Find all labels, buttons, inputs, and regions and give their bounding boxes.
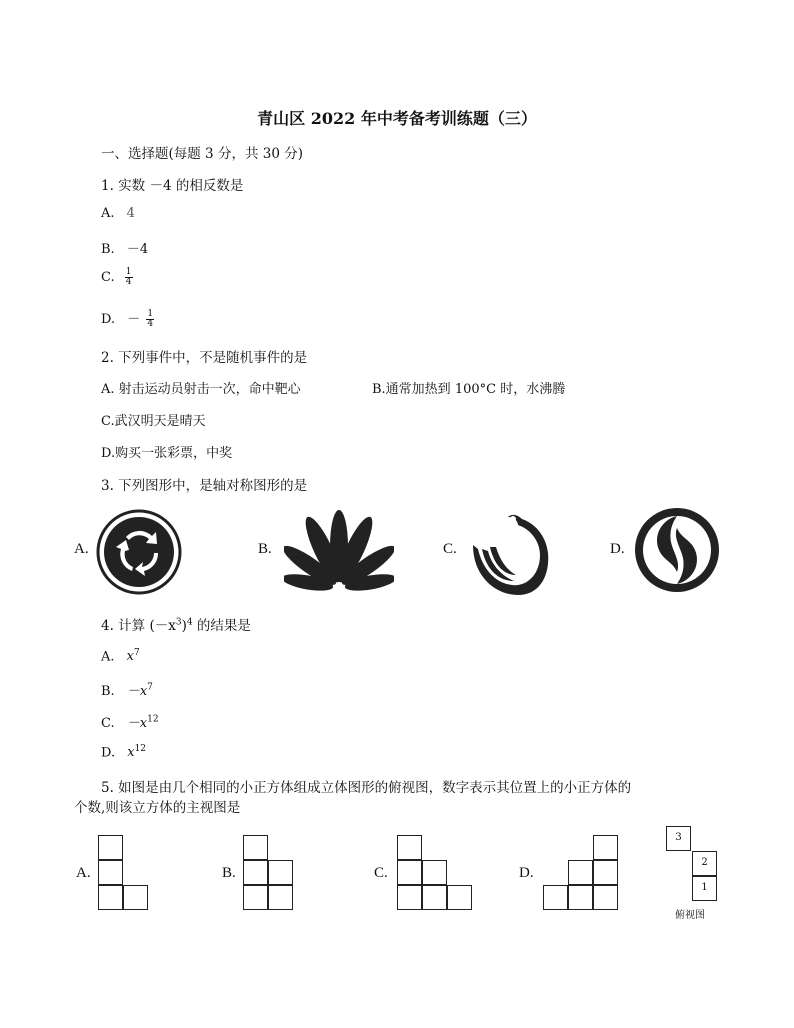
q5-top-view xyxy=(666,826,720,904)
q3-label-d: D. xyxy=(610,541,625,557)
q2-option-b: B.通常加热到 100°C 时，水沸腾 xyxy=(372,382,566,397)
q3-label-a: A. xyxy=(74,541,89,557)
q4-stem xyxy=(101,614,251,634)
q1-option-d xyxy=(101,308,156,329)
q4-stem-pre: 4. 计算 (－x xyxy=(101,618,176,634)
section-heading: 一、选择题(每题 3 分，共 30 分) xyxy=(101,146,303,162)
q5-label-d: D. xyxy=(519,865,534,881)
q4-stem-mid: ) xyxy=(181,618,187,634)
q2-option-c: C.武汉明天是晴天 xyxy=(101,414,206,429)
q3-stem: 3. 下列图形中，是轴对称图形的是 xyxy=(101,478,308,494)
q4-d-label: D. xyxy=(101,745,116,761)
top-view-caption: 俯视图 xyxy=(675,910,705,921)
q5-label-c: C. xyxy=(374,865,388,881)
q5-label-b: B. xyxy=(222,865,236,881)
q4-b-exp: 7 xyxy=(147,682,153,693)
q4-option-a xyxy=(101,648,140,664)
top-view-cell-3: 3 xyxy=(666,826,691,851)
q4-option-d xyxy=(101,744,146,760)
q4-c-base: －x xyxy=(126,716,148,731)
q1-c-denominator: 4 xyxy=(125,277,132,287)
q2-option-d: D.购买一张彩票，中奖 xyxy=(101,446,233,461)
q1-b-label: B. xyxy=(101,242,115,257)
q1-a-value: 4 xyxy=(126,206,135,221)
q5-stem-line1: 5. 如图是由几个相同的小正方体组成立体图形的俯视图，数字表示其位置上的小正方体的 xyxy=(101,780,632,796)
q1-option-a xyxy=(101,206,135,221)
q1-a-label: A. xyxy=(101,206,115,221)
q1-stem: 1. 实数 －4 的相反数是 xyxy=(101,178,244,194)
q1-option-b xyxy=(101,238,148,257)
q4-b-base: －x xyxy=(126,684,148,699)
q5-stem-line2: 个数,则该立方体的主视图是 xyxy=(74,800,241,816)
q4-a-label: A. xyxy=(101,649,115,665)
q1-d-numerator: 1 xyxy=(147,309,154,319)
q4-exp2: 4 xyxy=(186,617,193,628)
top-view-cell-1: 1 xyxy=(692,876,717,901)
q2-stem: 2. 下列事件中，不是随机事件的是 xyxy=(101,350,308,366)
q4-option-b xyxy=(101,680,153,699)
q1-d-denominator: 4 xyxy=(147,319,154,329)
q4-d-exp: 12 xyxy=(134,744,147,754)
q1-d-fraction xyxy=(146,310,154,329)
q1-d-label: D. xyxy=(101,312,116,327)
q5-option-b-grid xyxy=(243,835,295,911)
q4-c-exp: 12 xyxy=(147,714,159,725)
q3-figure-d-swirl-circle-icon xyxy=(633,506,721,594)
q1-b-value: －4 xyxy=(126,242,149,257)
q4-b-label: B. xyxy=(101,684,115,699)
page-title: 青山区 2022 年中考备考训练题（三） xyxy=(257,109,537,128)
q1-c-label: C. xyxy=(101,270,115,285)
q5-option-a-grid xyxy=(98,835,150,911)
q4-d-base: x xyxy=(127,745,135,761)
q4-a-exp: 7 xyxy=(134,648,140,658)
q4-a-base: x xyxy=(126,649,135,665)
q1-c-numerator: 1 xyxy=(125,267,132,277)
q5-label-a: A. xyxy=(76,865,91,881)
q3-label-b: B. xyxy=(258,541,272,557)
q1-d-sign: － xyxy=(127,312,141,327)
q1-option-c xyxy=(101,268,135,287)
q3-figure-b-petals-icon xyxy=(284,506,394,598)
q1-c-fraction xyxy=(125,268,133,287)
q3-figure-a-arrows-circle-icon xyxy=(96,509,182,595)
q3-label-c: C. xyxy=(443,541,457,557)
q4-stem-post: 的结果是 xyxy=(192,618,251,634)
q3-figure-c-phoenix-icon xyxy=(468,505,554,599)
q2-option-a: A. 射击运动员射击一次，命中靶心 xyxy=(101,382,301,397)
q5-option-d-grid xyxy=(543,835,620,911)
q4-exp1: 3 xyxy=(175,617,182,628)
top-view-cell-2: 2 xyxy=(692,851,717,876)
q4-option-c xyxy=(101,712,159,731)
q5-option-c-grid xyxy=(397,835,474,911)
q4-c-label: C. xyxy=(101,716,115,731)
